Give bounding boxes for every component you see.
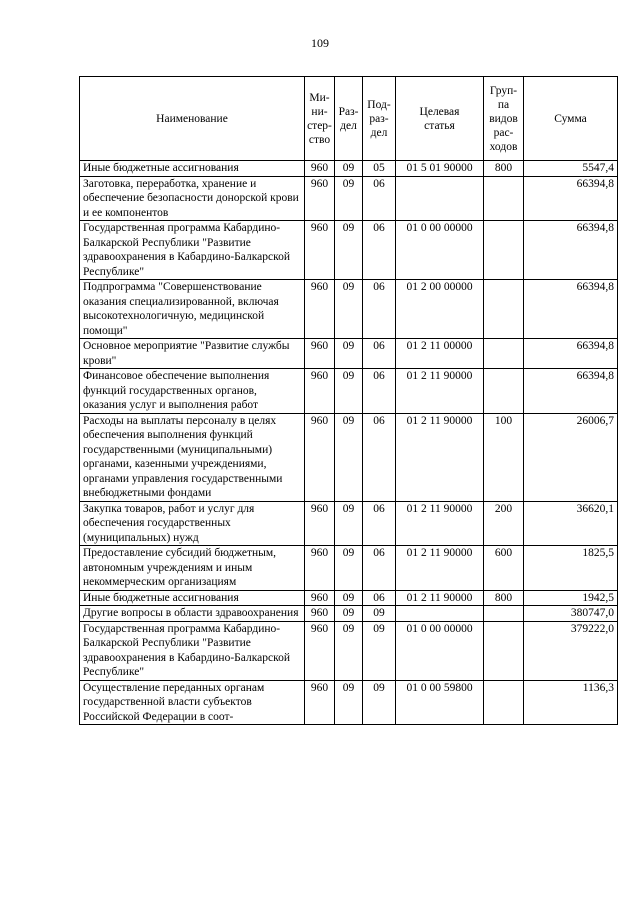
table-row: [80, 369, 618, 414]
row-target: 01 0 00 00000: [396, 621, 484, 680]
row-group: 600: [484, 546, 524, 591]
row-section: 09: [335, 501, 363, 546]
row-ministry: 960: [305, 546, 335, 591]
row-target: 01 2 11 90000: [396, 369, 484, 414]
table-row: [80, 606, 618, 622]
row-section: 09: [335, 413, 363, 501]
row-subsection: 06: [363, 339, 396, 369]
row-name: Расходы на выплаты персоналу в целях обеспечения выполнения функций государственными (муниципальными) органами, казенными учреждениями, органами управления государственными внебюджетными фондами: [80, 413, 305, 501]
row-sum: 380747,0: [524, 606, 618, 622]
row-subsection: 09: [363, 621, 396, 680]
row-sum: 1942,5: [524, 590, 618, 606]
row-group: 100: [484, 413, 524, 501]
row-section: 09: [335, 161, 363, 177]
row-sum: 5547,4: [524, 161, 618, 177]
row-target: 01 2 11 90000: [396, 546, 484, 591]
row-ministry: 960: [305, 339, 335, 369]
row-section: 09: [335, 280, 363, 339]
header-section: Раз- дел: [335, 77, 363, 161]
table-row: [80, 161, 618, 177]
row-group: [484, 680, 524, 725]
row-group: [484, 176, 524, 221]
row-name: Государственная программа Кабардино-Балкарской Республики "Развитие здравоохранения в Кабардино-Балкарской Республике": [80, 621, 305, 680]
header-ministry: Ми- ни- стер- ство: [305, 77, 335, 161]
page-number: 109: [311, 36, 329, 50]
table-row: [80, 546, 618, 591]
row-name: Основное мероприятие "Развитие службы крови": [80, 339, 305, 369]
row-sum: 1136,3: [524, 680, 618, 725]
row-ministry: 960: [305, 590, 335, 606]
row-subsection: 06: [363, 221, 396, 280]
row-subsection: 09: [363, 606, 396, 622]
row-group: [484, 280, 524, 339]
row-ministry: 960: [305, 606, 335, 622]
row-group: [484, 369, 524, 414]
row-section: 09: [335, 339, 363, 369]
row-ministry: 960: [305, 176, 335, 221]
table-row: [80, 280, 618, 339]
row-target: 01 5 01 90000: [396, 161, 484, 177]
row-section: 09: [335, 680, 363, 725]
row-target: [396, 176, 484, 221]
row-subsection: 09: [363, 680, 396, 725]
row-section: 09: [335, 590, 363, 606]
row-name: Государственная программа Кабардино-Балкарской Республики "Развитие здравоохранения в Кабардино-Балкарской Республике": [80, 221, 305, 280]
row-target: 01 2 00 00000: [396, 280, 484, 339]
row-target: 01 2 11 90000: [396, 590, 484, 606]
header-group: Груп- па видов рас- ходов: [484, 77, 524, 161]
row-name: Осуществление переданных органам государственной власти субъектов Российской Федерации в соот-: [80, 680, 305, 725]
row-target: 01 2 11 90000: [396, 501, 484, 546]
row-ministry: 960: [305, 413, 335, 501]
row-sum: 36620,1: [524, 501, 618, 546]
table-row: [80, 339, 618, 369]
table-row: [80, 590, 618, 606]
row-group: 200: [484, 501, 524, 546]
row-target: 01 0 00 00000: [396, 221, 484, 280]
header-target: Целевая статья: [396, 77, 484, 161]
row-section: 09: [335, 221, 363, 280]
row-subsection: 06: [363, 546, 396, 591]
row-name: Предоставление субсидий бюджетным, автономным учреждениям и иным некоммерческим организациям: [80, 546, 305, 591]
row-group: [484, 621, 524, 680]
row-group: 800: [484, 161, 524, 177]
row-section: 09: [335, 606, 363, 622]
table-row: [80, 413, 618, 501]
row-name: Закупка товаров, работ и услуг для обеспечения государственных (муниципальных) нужд: [80, 501, 305, 546]
row-ministry: 960: [305, 501, 335, 546]
row-section: 09: [335, 546, 363, 591]
table-row: [80, 621, 618, 680]
header-name: Наименование: [80, 77, 305, 161]
row-subsection: 06: [363, 501, 396, 546]
row-name: Заготовка, переработка, хранение и обеспечение безопасности донорской крови и ее компонентов: [80, 176, 305, 221]
header-row: [80, 77, 618, 161]
row-sum: 66394,8: [524, 280, 618, 339]
row-ministry: 960: [305, 161, 335, 177]
row-group: [484, 339, 524, 369]
row-subsection: 05: [363, 161, 396, 177]
row-section: 09: [335, 369, 363, 414]
table-row: [80, 680, 618, 725]
row-sum: 26006,7: [524, 413, 618, 501]
table-row: [80, 501, 618, 546]
row-ministry: 960: [305, 680, 335, 725]
row-target: 01 2 11 00000: [396, 339, 484, 369]
row-subsection: 06: [363, 413, 396, 501]
row-ministry: 960: [305, 221, 335, 280]
row-sum: 66394,8: [524, 176, 618, 221]
budget-table: [79, 76, 618, 725]
row-sum: 1825,5: [524, 546, 618, 591]
row-ministry: 960: [305, 280, 335, 339]
row-section: 09: [335, 176, 363, 221]
table-row: [80, 221, 618, 280]
row-sum: 66394,8: [524, 339, 618, 369]
row-target: 01 0 00 59800: [396, 680, 484, 725]
row-ministry: 960: [305, 369, 335, 414]
row-name: Финансовое обеспечение выполнения функций государственных органов, оказания услуг и выполнения работ: [80, 369, 305, 414]
row-sum: 66394,8: [524, 369, 618, 414]
row-target: 01 2 11 90000: [396, 413, 484, 501]
row-group: 800: [484, 590, 524, 606]
row-sum: 66394,8: [524, 221, 618, 280]
row-subsection: 06: [363, 590, 396, 606]
row-name: Иные бюджетные ассигнования: [80, 161, 305, 177]
header-subsection: Под- раз- дел: [363, 77, 396, 161]
row-subsection: 06: [363, 369, 396, 414]
header-sum: Сумма: [524, 77, 618, 161]
row-group: [484, 221, 524, 280]
row-name: Подпрограмма "Совершенствование оказания специализированной, включая высокотехнологичную, медицинской помощи": [80, 280, 305, 339]
row-sum: 379222,0: [524, 621, 618, 680]
row-name: Иные бюджетные ассигнования: [80, 590, 305, 606]
row-subsection: 06: [363, 176, 396, 221]
row-ministry: 960: [305, 621, 335, 680]
row-target: [396, 606, 484, 622]
row-name: Другие вопросы в области здравоохранения: [80, 606, 305, 622]
row-section: 09: [335, 621, 363, 680]
row-group: [484, 606, 524, 622]
table-row: [80, 176, 618, 221]
row-subsection: 06: [363, 280, 396, 339]
